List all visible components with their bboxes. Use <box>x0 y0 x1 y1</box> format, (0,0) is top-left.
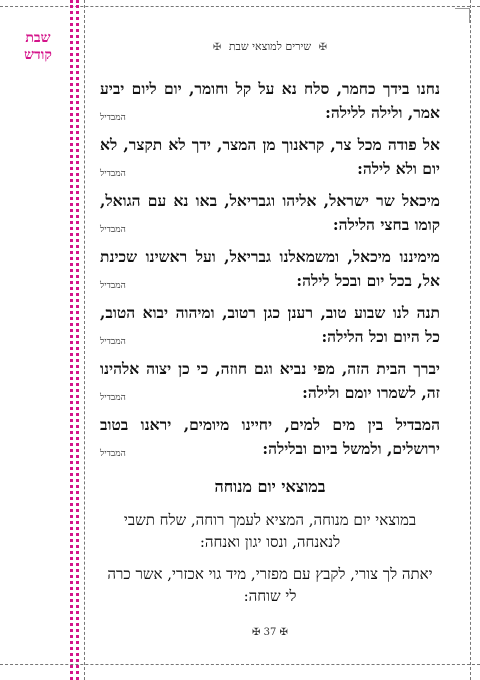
stanza-text: מימיננו מיכאל, ומשמאלנו גבריאל, ועל ראשינו שכינת אל, בכל יום ובכל לילה: <box>100 247 440 290</box>
stanza-text: במוצאי יום מנוחה, המציא לעמך רוחה, שלח תשבי לנאנחה, ונסו יגון ואנחה: <box>123 511 417 551</box>
stanza <box>100 133 440 181</box>
refrain-label: המבדיל <box>100 113 126 123</box>
refrain-label: המבדיל <box>100 169 126 179</box>
refrain-label: המבדיל <box>100 281 126 291</box>
corner-crop-mark <box>455 8 470 23</box>
page-content <box>100 40 440 617</box>
ornament-icon: ✠ <box>279 627 288 638</box>
tab-line-2: קודש <box>24 47 52 63</box>
section-title: במוצאי יום מנוחה <box>214 477 326 496</box>
ornament-icon: ✠ <box>318 42 328 53</box>
stanza-text: יברך הבית הזה, מפי נביא וגם חוזה, כי כן יצוה אלהינו זה, לשמרו יומם ולילה: <box>100 359 440 402</box>
binding-dots-right <box>76 0 79 680</box>
section-tab <box>14 30 62 64</box>
refrain-label: המבדיל <box>100 225 126 235</box>
stanza <box>100 509 440 553</box>
stanza <box>100 301 440 349</box>
stanza-text: נחנו בידך כחמר, סלח נא על קל וחומר, יום ליום יביע אמר, ולילה ללילה: <box>100 79 440 122</box>
right-cut-line <box>470 0 471 680</box>
stanza <box>100 563 440 607</box>
stanza-list <box>100 77 440 461</box>
binding-dots-left <box>70 0 73 680</box>
refrain-label: המבדיל <box>100 393 126 403</box>
refrain-label: המבדיל <box>100 449 126 459</box>
inner-cut-line <box>84 0 85 680</box>
ornament-icon: ✠ <box>212 42 222 53</box>
stanza <box>100 357 440 405</box>
stanza <box>100 413 440 461</box>
ornament-icon: ✠ <box>252 627 261 638</box>
tab-line-1: שבת <box>25 30 51 46</box>
page-number-value: 37 <box>263 627 277 638</box>
refrain-label: המבדיל <box>100 337 126 347</box>
running-head-title: שירים למוצאי שבת <box>228 40 312 53</box>
stanza-text: יאתה לך צורי, לקבץ עם מפזרי, מיד גוי אכזרי, אשר כרה לי שוחה: <box>107 565 433 605</box>
stanza-text: המבדיל בין מים למים, יחיינו מיומים, יראנו בטוב ירושלים, ולמשל ביום ובלילה: <box>100 415 440 458</box>
stanza <box>100 245 440 293</box>
running-head <box>100 40 440 53</box>
stanza <box>100 77 440 125</box>
stanza-text: אל פודה מכל צר, קראנוך מן המצר, ידך לא תקצר, לא יום ולא לילה: <box>100 135 440 178</box>
page-number <box>100 627 440 638</box>
stanza-text: מיכאל שר ישראל, אליהו וגבריאל, באו נא עם הגואל, קומו בחצי הלילה: <box>100 191 440 234</box>
stanza-text: תנה לנו שבוע טוב, רענן כגן רטוב, ומיהוה יבוא הטוב, כל היום וכל הלילה: <box>100 303 440 346</box>
stanza <box>100 189 440 237</box>
